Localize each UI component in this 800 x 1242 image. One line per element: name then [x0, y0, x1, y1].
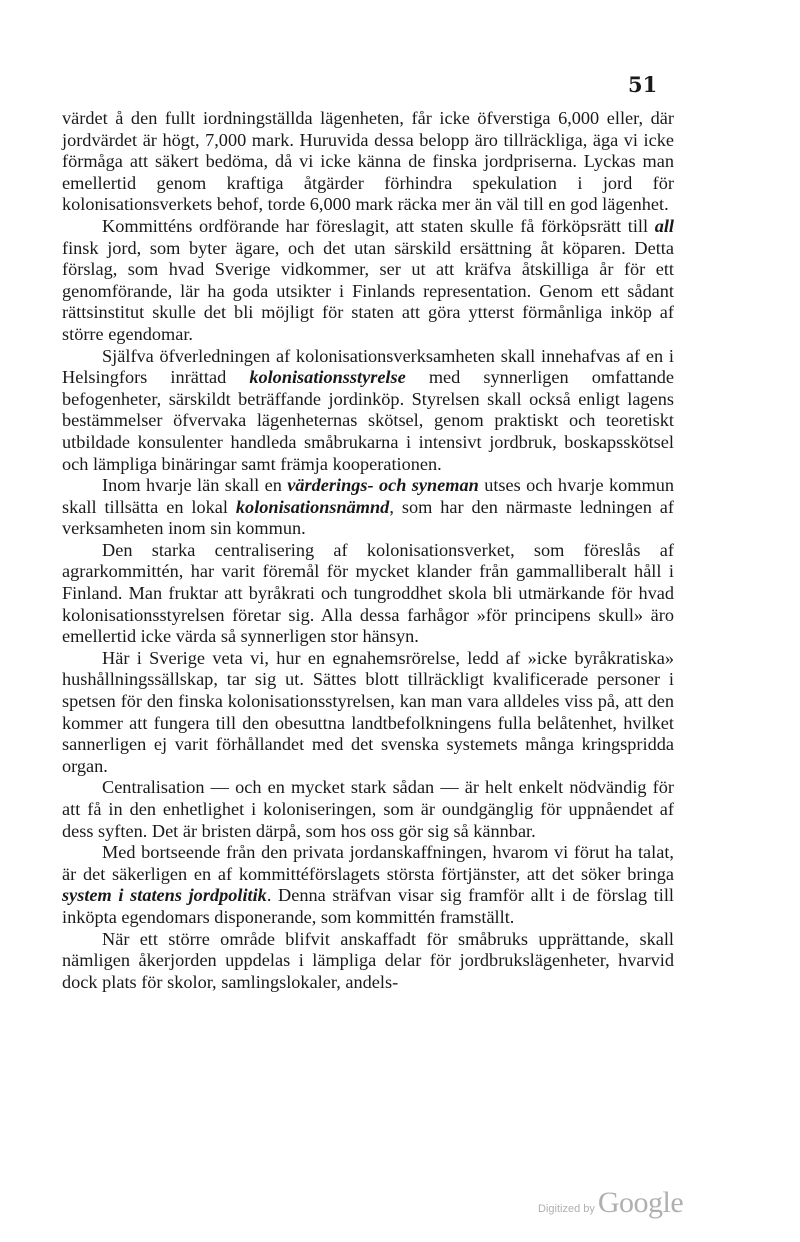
emphasis-kolonisationsnamnd: kolonisationsnämnd: [235, 496, 390, 517]
paragraph-8: Med bortseende från den privata jordanskaffningen, hvarom vi förut ha talat, är det säkerligen en af kommittéförslagets största förtjänster, att det söker bringa system i statens jordpolitik. Denna sträfvan visar sig framför allt i de förslag till inköpta egendomars disponerande, som kommittén framställt.: [62, 842, 674, 927]
page-number: 51: [628, 72, 658, 97]
emphasis-all: all: [654, 215, 674, 236]
paragraph-3: Själfva öfverledningen af kolonisationsverksamheten skall innehafvas af en i Helsingfors inrättad kolonisationsstyrelse med synnerligen omfattande befogenheter, särskildt beträffande jordinköp. Styrelsen skall också enligt lagens bestämmelser öfvervaka lägenheternas skötsel, genom praktiskt och teoretiskt utbildade konsulenter handleda småbrukarna i intensivt jordbruk, boskapsskötsel och lämpliga binäringar samt främja kooperationen.: [62, 345, 674, 474]
paragraph-9: När ett större område blifvit anskaffadt för småbruks upprättande, skall nämligen åkerjorden uppdelas i lämpliga delar för jordbrukslägenheter, hvarvid dock plats för skolor, samlingslokaler, andels-: [62, 928, 674, 992]
digitized-by-watermark: [538, 1186, 683, 1220]
paragraph-4: Inom hvarje län skall en värderings- och syneman utses och hvarje kommun skall tillsätta en lokal kolonisationsnämnd, som har den närmaste ledningen af verksamheten inom sin kommun.: [62, 475, 675, 539]
paragraph-6: Här i Sverige veta vi, hur en egnahemsrörelse, ledd af »icke byråkratiska» hushållningssällskap, tar sig ut. Sättes blott tillräckligt kvalificerade personer i spetsen för den finska kolonisationsstyrelsen, kan man vara alldeles viss på, att den kommer att fungera till den obesuttna landtbefolkningens fulla belåtenhet, hvilket sannerligen ej varit förhållandet med det svenska systemets många kringspridda organ.: [62, 647, 674, 776]
paragraph-1: värdet å den fullt iordningställda lägenheten, får icke öfverstiga 6,000 eller, där jordvärdet är högt, 7,000 mark. Huruvida dessa belopp äro tillräckliga, äga vi icke förmåga att säkert bedöma, då vi icke känna de finska jordpriserna. Lyckas man emellertid genom kraftiga åtgärder förhindra spekulation i jord för kolonisationsverkets behof, torde 6,000 mark räcka mer än väl till en god lägenhet.: [62, 108, 674, 215]
body-text: [62, 108, 674, 993]
emphasis-syneman: värderings- och syneman: [287, 475, 479, 496]
paragraph-7: Centralisation — och en mycket stark sådan — är helt enkelt nödvändig för att få in den enhetlighet i koloniseringen, som är oundgänglig för uppnåendet af dess syften. Det är bristen därpå, som hos oss gör sig så kännbar.: [62, 777, 674, 841]
paragraph-5: Den starka centralisering af kolonisationsverket, som föreslås af agrarkommittén, har varit föremål för mycket klander från gammalliberalt håll i Finland. Man fruktar att byråkrati och tungroddhet skola bli utmärkande för hvad kolonisationsstyrelsen företar sig. Alla dessa farhågor »för principens skull» äro emellertid icke värda så synnerligen stor hänsyn.: [62, 539, 674, 647]
emphasis-system-i-statens-jordpolitik: system i statens jordpolitik: [62, 885, 267, 906]
paragraph-2: Kommitténs ordförande har föreslagit, att staten skulle få förköpsrätt till all finsk jord, som byter ägare, och det utan särskild ersättning åt köparen. Detta förslag, som hvad Sverige vidkommer, ser ut att kräfva åtskilliga år för ett genomförande, lär ha goda utsikter i Finlands representation. Genom ett sådant rättsinstitut skulle det bli möjligt för staten att göra ytterst förmånliga inköp af större egendomar.: [62, 215, 674, 344]
watermark-prefix: Digitized by: [538, 1203, 595, 1215]
google-logo: Google: [597, 1186, 684, 1219]
emphasis-kolonisationsstyrelse: kolonisationsstyrelse: [249, 367, 406, 388]
